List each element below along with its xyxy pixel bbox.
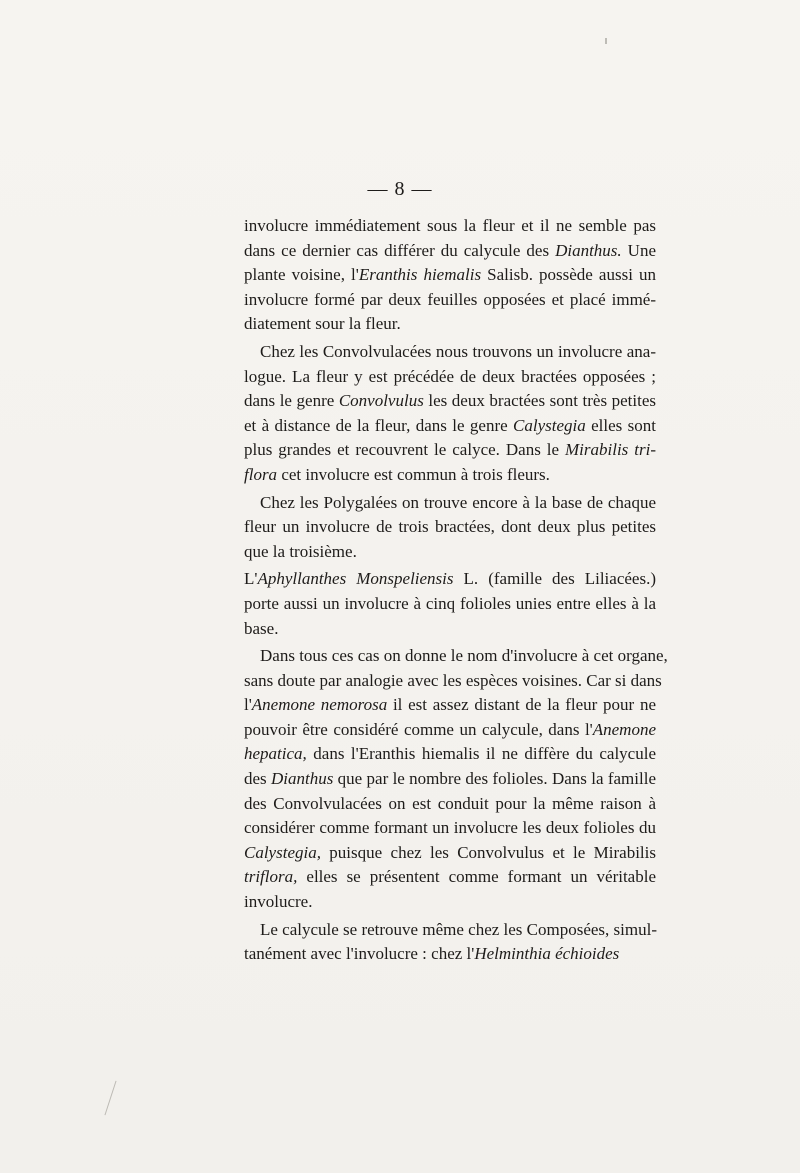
text-run: que la troisième. (244, 541, 357, 561)
text-line (244, 792, 656, 817)
text-line (244, 540, 656, 565)
italic-term: Dianthus (271, 769, 334, 789)
text-run: des Convolvulacées on est conduit pour la même raison à (244, 793, 656, 813)
text-run: et à distance de la fleur, dans le genre (244, 415, 514, 435)
italic-term: Dianthus. (555, 240, 622, 260)
text-line (244, 742, 656, 767)
text-run: diatement sour la fleur. (244, 314, 401, 334)
italic-term: Helminthia échioides (474, 944, 620, 964)
text-line (244, 389, 656, 414)
text-run: L. (famille des Liliacées.) (453, 569, 656, 589)
text-line (244, 312, 656, 337)
italic-term: Calystegia (513, 415, 586, 435)
text-run: plante voisine, l' (244, 265, 359, 285)
text-line (244, 463, 656, 488)
italic-term: flora (244, 464, 278, 484)
text-run: Chez les Convolvulacées nous trouvons un involucre ana- (260, 341, 656, 361)
text-run: porte aussi un involucre à cinq folioles unies entre elles à la (244, 593, 656, 613)
text-line (244, 567, 656, 592)
text-run: elles se présentent comme formant un véritable (297, 867, 656, 887)
text-run: Le calycule se retrouve même chez les Composées, simul- (260, 919, 657, 939)
italic-term: Anemone (592, 719, 656, 739)
text-line (244, 491, 656, 516)
text-run: L' (244, 569, 258, 589)
text-run: pouvoir être considéré comme un calycule, dans l' (244, 719, 593, 739)
text-run: que par le nombre des folioles. Dans la famille (333, 769, 656, 789)
text-line (244, 865, 656, 890)
text-run: involucre. (244, 892, 313, 912)
text-line (244, 365, 656, 390)
text-line (244, 644, 668, 669)
text-line (244, 669, 662, 694)
text-line (244, 718, 656, 743)
page-number: — 8 — (367, 178, 433, 200)
text-line (244, 890, 656, 915)
text-line (244, 767, 656, 792)
text-run: puisque chez les Convolvulus et le Mirabilis (320, 842, 656, 862)
italic-term: Eranthis hiemalis (358, 265, 482, 285)
text-run: Salisb. possède aussi un (481, 265, 656, 285)
italic-term: Calystegia, (244, 842, 321, 862)
text-run: involucre formé par deux feuilles opposées et placé immé- (244, 289, 656, 309)
text-run: base. (244, 618, 279, 638)
text-run: logue. La fleur y est précédée de deux bractées opposées ; (244, 366, 656, 386)
text-run: l' (244, 695, 252, 715)
text-line (244, 942, 656, 967)
text-run: fleur un involucre de trois bractées, dont deux plus petites (244, 517, 656, 537)
text-run: Dans tous ces cas on donne le nom d'involucre à cet organe, (260, 646, 668, 666)
italic-term: hepatica, (244, 744, 307, 764)
text-run: Une (621, 240, 656, 260)
text-line (244, 414, 656, 439)
text-run: des (244, 769, 271, 789)
italic-term: Mirabilis tri- (565, 440, 656, 460)
text-run: elles sont (585, 415, 656, 435)
text-run: dans le genre (244, 391, 339, 411)
text-run: il est assez distant de la fleur pour ne (387, 695, 656, 715)
text-run: considérer comme formant un involucre les deux folioles du (244, 818, 656, 838)
text-line (244, 816, 656, 841)
text-run: dans ce dernier cas différer du calycule des (244, 240, 556, 260)
italic-term: triflora, (244, 867, 298, 887)
text-run: dans l'Eranthis hiemalis il ne diffère du calycule (306, 744, 656, 764)
text-line (244, 239, 656, 264)
text-run: involucre immédiatement sous la fleur et il ne semble pas (244, 216, 656, 235)
text-line (244, 340, 656, 365)
text-line (244, 592, 656, 617)
body-text (244, 214, 668, 967)
text-run: cet involucre est commun à trois fleurs. (277, 464, 550, 484)
text-line (244, 918, 656, 943)
text-run: tanément avec l'involucre : chez l' (244, 944, 475, 964)
text-run: Chez les Polygalées on trouve encore à la base de chaque (260, 492, 656, 512)
text-line (244, 288, 656, 313)
text-line (244, 214, 656, 239)
text-line (244, 263, 656, 288)
text-run: les deux bractées sont très petites (423, 391, 656, 411)
text-line (244, 617, 656, 642)
text-line (244, 438, 656, 463)
italic-term: Convolvulus (338, 391, 424, 411)
text-run: sans doute par analogie avec les espèces voisines. Car si dans (244, 670, 662, 690)
italic-term: Anemone nemorosa (251, 695, 388, 715)
text-run: plus grandes et recouvrent le calyce. Dans le (244, 440, 566, 460)
italic-term: Aphyllanthes Monspeliensis (257, 569, 454, 589)
text-line (244, 841, 656, 866)
text-line (244, 515, 656, 540)
text-line (244, 693, 656, 718)
scan-speck (605, 38, 607, 44)
scan-streak (104, 1081, 116, 1116)
